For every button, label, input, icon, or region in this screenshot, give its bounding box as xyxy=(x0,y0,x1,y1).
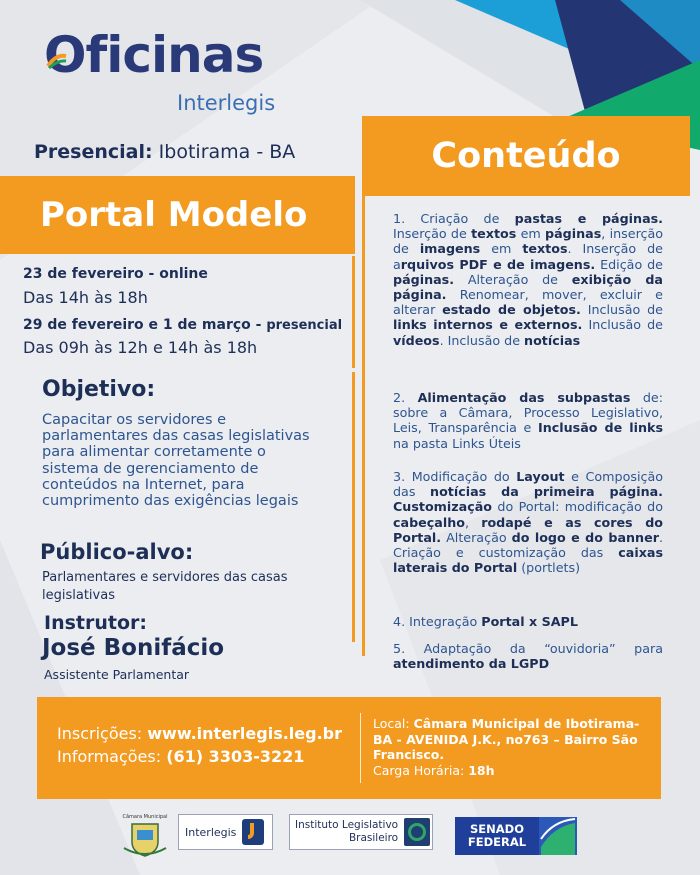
interlegis-mark-icon xyxy=(242,819,264,845)
oficinas-logo-title: Oficinas xyxy=(44,26,264,84)
conteudo-item-part: (portlets) xyxy=(517,560,581,576)
conteudo-item-part: Inserção de xyxy=(393,226,472,242)
publico-heading: Público-alvo: xyxy=(40,540,194,564)
conteudo-item-part: de: sobre a Câmara, Processo Legislativo, Leis, Transparência e xyxy=(393,390,663,436)
senado-mark-icon xyxy=(539,817,577,855)
conteudo-item-part: , xyxy=(464,514,482,530)
portal-modelo-title: Portal Modelo xyxy=(40,195,308,235)
schedule-time-1: Das 14h às 18h xyxy=(23,288,148,307)
conteudo-item-part: links internos e externos. xyxy=(393,317,583,333)
presencial-line xyxy=(34,143,295,162)
info-contacts xyxy=(57,722,342,768)
conteudo-item-3 xyxy=(393,469,663,575)
conteudo-title: Conteúdo xyxy=(431,136,621,176)
conteudo-item-part: vídeos xyxy=(393,332,440,348)
instrutor-name: José Bonifácio xyxy=(42,635,225,661)
ilb-mark-icon xyxy=(404,818,430,846)
conteudo-item-part: Alteração xyxy=(441,529,512,545)
carga-value: 18h xyxy=(468,762,495,778)
conteudo-item-part: caixas laterais do Portal xyxy=(393,545,663,576)
conteudo-banner xyxy=(362,116,690,196)
conteudo-item-part: Edição de xyxy=(595,256,663,272)
conteudo-item-part: textos xyxy=(471,226,517,242)
conteudo-item-part: estado de objetos. xyxy=(442,302,581,318)
conteudo-item-5 xyxy=(393,641,663,671)
conteudo-item-part: Portal x SAPL xyxy=(481,614,578,629)
conteudo-divider xyxy=(362,196,365,656)
conteudo-item-part: 3. Modificação do xyxy=(393,469,517,484)
conteudo-item-part: em xyxy=(480,241,523,257)
conteudo-item-part: rquivos PDF e de imagens. xyxy=(400,256,596,272)
conteudo-item-part: em xyxy=(516,226,546,242)
objetivo-heading: Objetivo: xyxy=(42,377,156,402)
conteudo-item-part: atendimento da LGPD xyxy=(393,656,550,672)
brasao-icon xyxy=(120,814,170,858)
conteudo-item-part: rodapé e as cores do Portal. xyxy=(393,514,663,545)
conteudo-item-part: . Inserção de a xyxy=(393,241,663,272)
conteudo-item-4 xyxy=(393,614,663,629)
conteudo-item-part: na pasta Links Úteis xyxy=(393,435,521,451)
local-value: Câmara Municipal de Ibotirama-BA - AVENIDA J.K., no763 – Bairro São Francisco. xyxy=(373,716,640,762)
conteudo-item-part: pastas e páginas. xyxy=(514,211,663,226)
schedule-date-1: 23 de fevereiro - online xyxy=(23,266,208,282)
schedule-time-2: Das 09h às 12h e 14h às 18h xyxy=(23,338,258,357)
conteudo-item-part: e Composição das xyxy=(393,469,663,500)
interlegis-logo-subtitle: Interlegis xyxy=(177,91,276,115)
conteudo-item-part: do logo e do banner xyxy=(511,529,659,545)
informacoes-phone: (61) 3303-3221 xyxy=(166,747,305,766)
conteudo-item-part: Inclusão de xyxy=(580,302,663,318)
conteudo-item-part: Renomear, mover, excluir e alterar xyxy=(393,287,663,318)
conteudo-item-part: Layout xyxy=(516,469,565,484)
conteudo-item-part: páginas. xyxy=(393,271,455,287)
conteudo-item-part: cabeçalho xyxy=(393,514,465,530)
conteudo-item-part: Alimentação das subpastas xyxy=(417,390,631,405)
inscricoes-line: Inscrições: www.interlegis.leg.br xyxy=(57,724,343,743)
conteudo-item-part: Inclusão de links xyxy=(538,420,663,436)
conteudo-item-part: textos xyxy=(522,241,568,257)
ilb-footer-logo: Instituto Legislativo Brasileiro xyxy=(289,814,433,850)
objetivo-text: Capacitar os servidores e parlamentares das casas legislativas para alimentar corretamente o sistema de gerenciamento de conteúdos na Internet, para cumprimento das exigências legais xyxy=(42,412,310,510)
presencial-location: Ibotirama - BA xyxy=(158,141,296,163)
instrutor-role: Assistente Parlamentar xyxy=(44,667,190,682)
conteudo-item-part: páginas xyxy=(545,226,602,242)
conteudo-item-part: notícias xyxy=(524,332,581,348)
conteudo-item-part: do Portal: modificação do xyxy=(492,499,663,515)
conteudo-item-part: 5. Adaptação da “ouvidoria” para xyxy=(393,641,663,656)
camara-brasao-logo: Câmara Municipal xyxy=(120,814,170,858)
conteudo-item-part: . Criação e customização das xyxy=(393,529,663,561)
conteudo-item-2 xyxy=(393,390,663,451)
conteudo-item-part: imagens xyxy=(419,241,481,257)
conteudo-item-part: 1. Criação de xyxy=(393,211,515,226)
informacoes-line: Informações: (61) 3303-3221 xyxy=(57,747,305,766)
schedule-divider xyxy=(352,256,355,368)
conteudo-item-part: , inserção de xyxy=(393,226,664,257)
info-divider xyxy=(360,713,361,783)
publico-text: Parlamentares e servidores das casas legislativas xyxy=(42,570,288,603)
conteudo-item-1 xyxy=(393,211,663,348)
info-location: Local: Câmara Municipal de Ibotirama-BA - AVENIDA J.K., no763 – Bairro São Francisco. Carga Horária: 18h xyxy=(373,716,640,778)
conteudo-item-part: Alteração de xyxy=(454,271,572,287)
presencial-label: Presencial: xyxy=(34,141,153,163)
schedule-date-2: 29 de fevereiro e 1 de março - presencial xyxy=(23,317,343,333)
conteudo-item-part: exibição da página. xyxy=(393,271,663,303)
conteudo-item-part: 2. xyxy=(393,390,418,405)
inscricoes-link[interactable]: www.interlegis.leg.br xyxy=(147,724,343,743)
logo-swoosh-icon xyxy=(46,52,68,70)
conteudo-item-part: 4. Integração xyxy=(393,614,482,629)
instrutor-heading: Instrutor: xyxy=(44,612,147,634)
conteudo-item-part: notícias da primeira página. Customização xyxy=(393,484,663,515)
conteudo-item-part: . Inclusão de xyxy=(439,332,525,348)
objetivo-divider xyxy=(352,372,355,642)
portal-modelo-banner xyxy=(0,176,355,254)
conteudo-item-part: Inclusão de xyxy=(582,317,663,333)
interlegis-footer-logo: Interlegis xyxy=(178,814,273,850)
senado-federal-logo: SENADO FEDERAL xyxy=(455,817,577,855)
